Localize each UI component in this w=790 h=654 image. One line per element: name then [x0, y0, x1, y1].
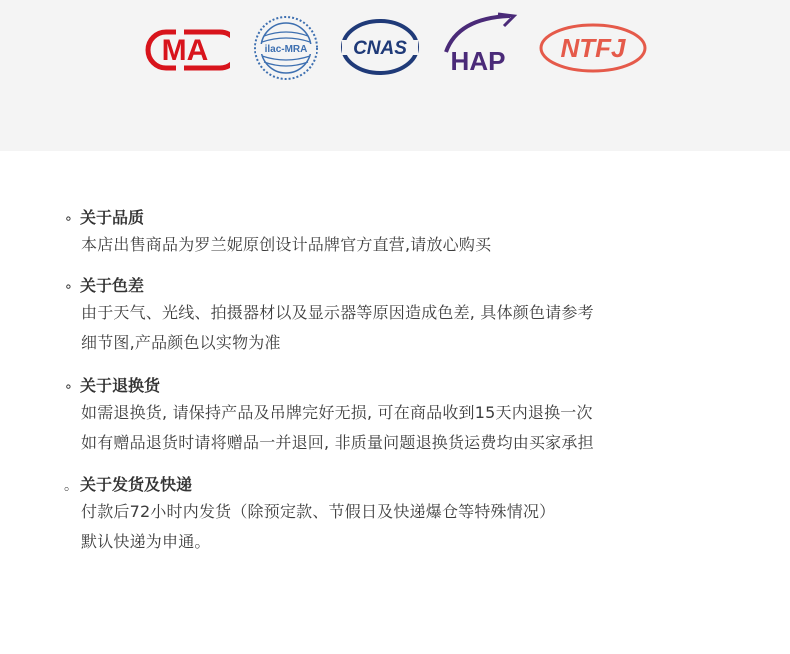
- section-title: [64, 374, 744, 398]
- section-line: 由于天气、光线、拍摄器材以及显示器等原因造成色差, 具体颜色请参考: [81, 303, 594, 322]
- ntfj-label: NTFJ: [560, 33, 626, 63]
- ntfj-logo: [538, 22, 648, 74]
- section-color-difference: [64, 274, 744, 358]
- section-shipping: [64, 473, 744, 557]
- ilac-mra-label: ilac-MRA: [264, 44, 308, 55]
- section-line: 本店出售商品为罗兰妮原创设计品牌官方直营,请放心购买: [81, 235, 492, 254]
- section-title: [64, 274, 744, 298]
- ilac-mra-logo: [252, 14, 320, 82]
- hap-logo: [438, 12, 522, 80]
- bullet-icon: ∘: [64, 379, 73, 395]
- section-title-text: 关于色差: [80, 276, 145, 295]
- bullet-icon: ∘: [64, 279, 73, 295]
- hap-label: HAP: [450, 46, 506, 76]
- cnas-label: CNAS: [353, 38, 407, 59]
- section-line: 细节图,产品颜色以实物为准: [81, 333, 281, 352]
- section-line: 默认快递为申通。: [81, 532, 211, 551]
- section-returns: [64, 374, 744, 458]
- bullet-icon: 。: [64, 478, 78, 494]
- svg-text:MA: MA: [161, 34, 209, 67]
- section-line: 付款后72小时内发货（除预定款、节假日及快递爆仓等特殊情况）: [81, 502, 556, 521]
- cnas-logo: [340, 18, 420, 76]
- section-line: 如有赠品退货时请将赠品一并退回, 非质量问题退换货运费均由买家承担: [81, 433, 594, 452]
- section-title: [64, 473, 744, 497]
- bullet-icon: ∘: [64, 211, 73, 227]
- section-line: 如需退换货, 请保持产品及吊牌完好无损, 可在商品收到15天内退换一次: [81, 403, 593, 422]
- section-title-text: 关于退换货: [80, 376, 161, 395]
- certification-logo-band: [0, 0, 790, 151]
- section-title-text: 关于发货及快递: [80, 475, 193, 494]
- section-quality: [64, 206, 744, 260]
- section-title: [64, 206, 744, 230]
- cma-logo: [140, 26, 230, 74]
- section-title-text: 关于品质: [80, 208, 145, 227]
